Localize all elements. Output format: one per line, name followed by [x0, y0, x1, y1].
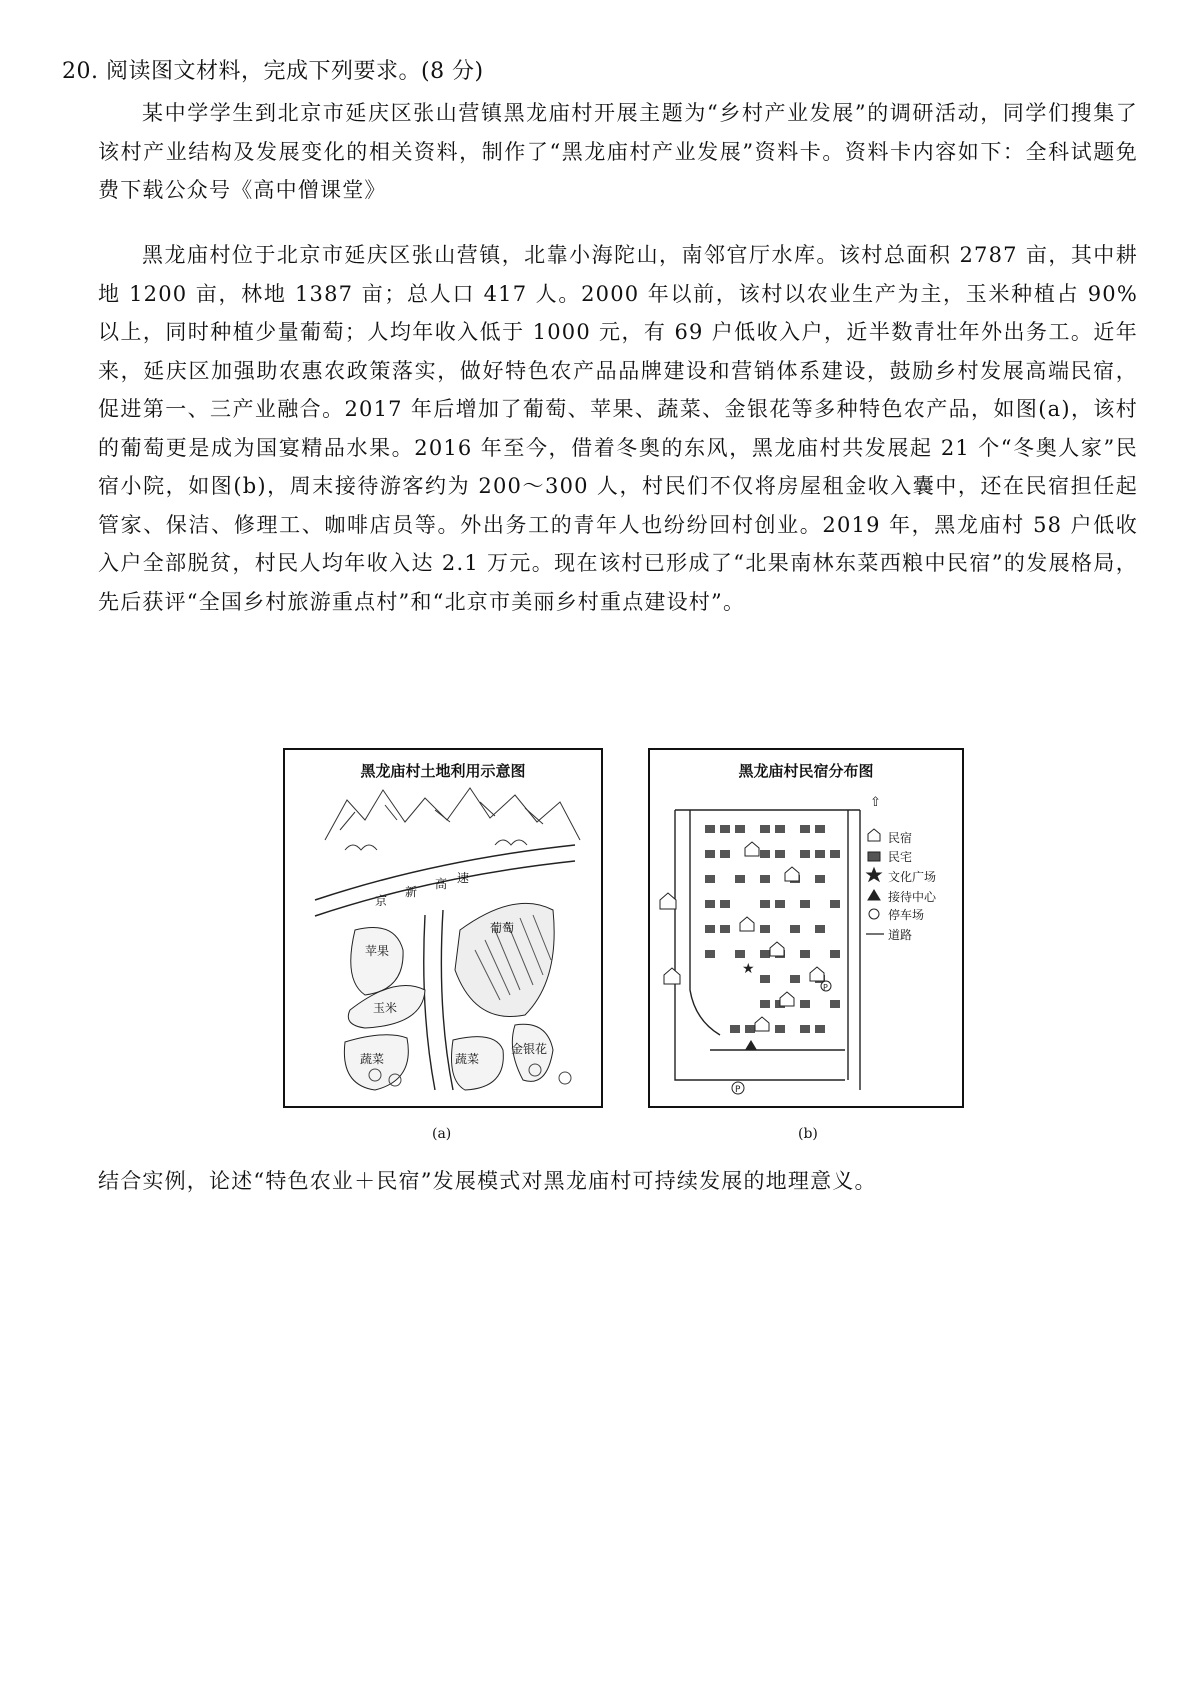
apple-label: 苹果	[365, 944, 390, 958]
land-use-map	[283, 748, 603, 1108]
residence-blocks	[705, 825, 840, 1033]
legend-label-road: 道路	[888, 928, 913, 942]
north-arrow-icon: ⇧	[870, 795, 881, 810]
question-prompt: 结合实例，论述“特色农业＋民宿”发展模式对黑龙庙村可持续发展的地理意义。	[98, 1169, 877, 1193]
material-paragraph: 黑龙庙村位于北京市延庆区张山营镇，北靠小海陀山，南邻官厅水库。该村总面积 2787 亩，其中耕地 1200 亩，林地 1387 亩；总人口 417 人。2000 年以前，该村以农业生产为主，玉米种植占 90%以上，同时种植少量葡萄；人均年收入低于 1000 元，有 69 户低收入户，近半数青壮年外出务工。近年来，延庆区加强助农惠农政策落实，做好特色农产品品牌建设和营销体系建设，鼓励乡村发展高端民宿，促进第一、三产业融合。2017 年后增加了葡萄、苹果、蔬菜、金银花等多种特色农产品，如图(a)，该村的葡萄更是成为国宴精品水果。2016 年至今，借着冬奥的东风，黑龙庙村共发展起 21 个“冬奥人家”民宿小院，如图(b)，周末接待游客约为 200～300 人，村民们不仅将房屋租金收入囊中，还在民宿担任起管家、保洁、修理工、咖啡店员等。外出务工的青年人也纷纷回村创业。2019 年，黑龙庙村 58 户低收入户全部脱贫，村民人均年收入达 2.1 万元。现在该村已形成了“北果南林东菜西粮中民宿”的发展格局，先后获评“全国乡村旅游重点村”和“北京市美丽乡村重点建设村”。	[98, 243, 1138, 614]
land-use-map-drawing	[285, 750, 601, 1106]
homestay-map	[648, 748, 964, 1108]
highway-char-3: 高	[435, 877, 448, 891]
legend-label-reception: 接待中心	[888, 890, 937, 904]
figure-a-caption: (a)	[432, 1126, 452, 1142]
culture-square-marker: ★	[742, 961, 755, 977]
highway-road	[315, 845, 575, 900]
figure-b-caption: (b)	[798, 1126, 818, 1142]
honeysuckle-label: 金银花	[511, 1042, 548, 1056]
legend	[866, 829, 884, 934]
reception-marker	[745, 1040, 757, 1050]
legend-label-culture-square: 文化广场	[888, 870, 937, 884]
residence-icon	[868, 852, 880, 861]
highway-char-2: 新	[405, 885, 418, 899]
homestay-houses	[660, 842, 824, 1031]
intro-paragraph: 某中学学生到北京市延庆区张山营镇黑龙庙村开展主题为“乡村产业发展”的调研活动，同学们搜集了该村产业结构及发展变化的相关资料，制作了“黑龙庙村产业发展”资料卡。资料卡内容如下：全科试题免费下载公众号《高中僧课堂》	[98, 101, 1138, 202]
homestay-map-drawing	[650, 750, 962, 1106]
apple-field	[351, 928, 403, 996]
mountains-illustration	[325, 788, 580, 850]
star-icon	[867, 868, 881, 881]
highway-char-1: 京	[375, 894, 388, 908]
highway-char-4: 速	[457, 871, 470, 885]
land-use-map-title: 黑龙庙村土地利用示意图	[360, 762, 526, 780]
veg-left-label: 蔬菜	[360, 1052, 385, 1066]
svg-text:P: P	[735, 1085, 741, 1095]
question-title: 20. 阅读图文材料，完成下列要求。(8 分)	[62, 59, 484, 84]
legend-label-residence: 民宅	[888, 850, 913, 864]
legend-label-homestay: 民宿	[888, 831, 913, 845]
triangle-icon	[868, 890, 880, 900]
legend-label-parking: 停车场	[888, 908, 925, 922]
veg-right-label: 蔬菜	[455, 1052, 480, 1066]
homestay-map-title: 黑龙庙村民宿分布图	[738, 762, 874, 780]
grape-label: 葡萄	[490, 921, 515, 935]
homestay-icon	[868, 829, 880, 841]
svg-text:P: P	[823, 983, 828, 992]
corn-label: 玉米	[373, 1001, 398, 1015]
parking-icon	[869, 909, 879, 919]
